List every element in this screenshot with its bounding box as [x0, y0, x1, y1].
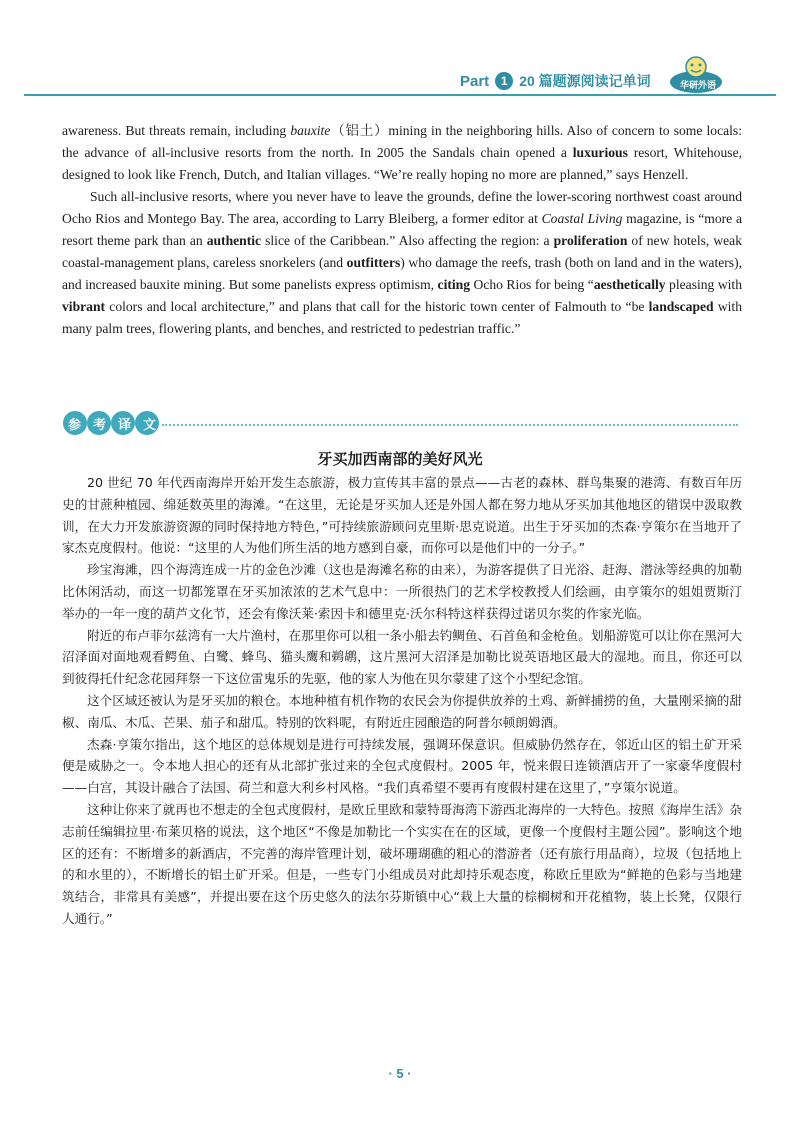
header-title: 20 篇题源阅读记单词 — [519, 73, 651, 89]
text-run: with many palm trees, flowering plants, and benches, and restricted to pedestrian traffic.” — [62, 299, 742, 336]
translation-paragraph: 杰森·亨策尔指出，这个地区的总体规划是进行可持续发展，强调环保意识。但威胁仍然存在，邻近山区的铝土矿开采便是威胁之一。令本地人担心的还有从北部扩张过来的全包式度假村。2005 年，悦来假日连锁酒店开了一家豪华度假村——白宫，其设计融合了法国、荷兰和意大利乡村风格。“我们真希望不要再有度假村建在这里了，”亨策尔说道。 — [62, 736, 742, 796]
badge-char: 译 — [117, 417, 131, 433]
vocab-word: authentic — [206, 233, 262, 248]
part-label: Part — [460, 72, 490, 90]
translation-title: 牙买加西南部的美好风光 — [317, 450, 483, 468]
badge-char: 参 — [67, 417, 81, 433]
text-run: awareness. But threats remain, including — [62, 123, 291, 138]
text-run: slice of the Caribbean.” Also affecting the region: a — [261, 233, 554, 248]
text-run: resort, Whitehouse, designed to look like French, Dutch, and Italian villages. “We’re really hoping no more are planned,” says Henzell. — [62, 145, 742, 182]
translation-paragraph: 附近的布卢菲尔兹湾有一大片渔村，在那里你可以租一条小船去钓鲷鱼、石首鱼和金枪鱼。划船游览可以让你在黑河大沼泽面对面地观看鳄鱼、白鹭、蜂鸟、猫头鹰和鹈鹕，这片黑河大沼泽是加勒比说英语地区最大的湿地。而且，你还可以到彼得托什纪念花园拜祭一下这位雷鬼乐的先驱，他的家人为他在贝尔蒙建了这个小型纪念馆。 — [62, 627, 742, 687]
italic-term: bauxite — [290, 123, 331, 138]
english-passage — [62, 120, 742, 340]
text-run: magazine, is “more a resort theme park than an — [62, 211, 742, 248]
vocab-word: proliferation — [553, 233, 628, 248]
logo-text: 华研外语 — [679, 80, 716, 90]
translation-paragraph: 这种让你来了就再也不想走的全包式度假村，是欧丘里欧和蒙特哥海湾下游西北海岸的一大特色。按照《海岸生活》杂志前任编辑拉里·布莱贝格的说法，这个地区“不像是加勒比一个实实在在的区域，更像一个度假村主题公园”。影响这个地区的还有：不断增多的新酒店，不完善的海岸管理计划，破坏珊瑚礁的粗心的潜游者（还有旅行用品商），垃圾（包括地上的和水里的），不断增长的铝土矿开采。但是，一些专门小组成员对此却持乐观态度，称欧丘里欧为“鲜艳的色彩与当地建筑结合，非常具有美感”，并提出要在这个历史悠久的法尔芬斯镇中心“栽上大量的棕榈树和开花植物，装上长凳，仅限行人通行。” — [62, 801, 742, 926]
vocab-word: outfitters — [346, 255, 401, 270]
badge-char: 文 — [142, 417, 156, 433]
header-title-group — [450, 68, 661, 94]
vocab-word: citing — [437, 277, 471, 292]
section-badge — [62, 410, 162, 436]
english-paragraph — [62, 186, 742, 340]
section-divider — [162, 424, 738, 426]
vocab-word: aesthetically — [593, 277, 666, 292]
vocab-word: vibrant — [62, 299, 106, 314]
text-run: ) who damage the reefs, trash (both on land and in the waters), and increased bauxite mining. But some panelists express optimism, — [62, 255, 742, 292]
text-run: of new hotels, weak coastal-management plans, careless snorkelers (and — [62, 233, 743, 270]
text-run: Ocho Rios for being “ — [470, 277, 594, 292]
header-rule — [24, 94, 776, 96]
translation-paragraph: 20 世纪 70 年代西南海岸开始开发生态旅游，极力宣传其丰富的景点——古老的森林、群鸟集聚的港湾、有数百年历史的甘蔗种植园、绵延数英里的海滩。“在这里，无论是牙买加人还是外国人都在努力地从牙买加其他地区的错误中汲取教训，在大力开发旅游资源的同时保持地方特色，”可持续旅游顾问克里斯·思克说道。出生于牙买加的杰森·亨策尔在当地开了家杰克度假村。他说：“这里的人为他们所生活的地方感到自豪，而你可以是他们中的一分子。” — [62, 475, 742, 556]
translation-body — [62, 472, 742, 930]
vocab-word: landscaped — [648, 299, 714, 314]
part-number-badge: 1 — [495, 72, 513, 90]
text-run: （铝土）mining in the neighboring hills. Also of concern to some locals: the advance of all-inclusive resorts from the north. In 2005 the Sandals chain opened a — [62, 123, 743, 160]
italic-term: Coastal Living — [541, 211, 623, 226]
translation-paragraph: 这个区域还被认为是牙买加的粮仓。本地种植有机作物的农民会为你提供放养的土鸡、新鲜捕捞的鱼，大量刚采摘的甜椒、南瓜、木瓜、芒果、茄子和甜瓜。特别的饮料呢，有附近庄园酿造的阿普尔顿朗姆酒。 — [62, 692, 742, 730]
page-header — [0, 64, 800, 104]
translation-paragraph: 珍宝海滩，四个海湾连成一片的金色沙滩（这也是海滩名称的由来），为游客提供了日光浴、赶海、潜泳等经典的加勒比休闲活动，而这一切都笼罩在牙买加浓浓的艺术气息中：一所很热门的艺术学校教授人们绘画，由亨策尔的姐姐贾斯汀举办的一年一度的葫芦文化节，还会有像沃莱·索因卡和德里克·沃尔科特这样获得过诺贝尔奖的作家光临。 — [62, 562, 742, 621]
badge-char: 考 — [92, 417, 106, 433]
english-paragraph — [62, 120, 742, 186]
text-run: colors and local architecture,” and plans that call for the historic town center of Falmouth to “be — [105, 299, 649, 314]
text-run: Such all-inclusive resorts, where you never have to leave the grounds, define the lower-scoring northwest coast around Ocho Rios and Montego Bay. The area, according to Larry Bleiberg, a former editor at — [62, 189, 742, 226]
text-run: pleasing with — [665, 277, 742, 292]
page-number: · 5 · — [388, 1066, 412, 1081]
vocab-word: luxurious — [572, 145, 628, 160]
